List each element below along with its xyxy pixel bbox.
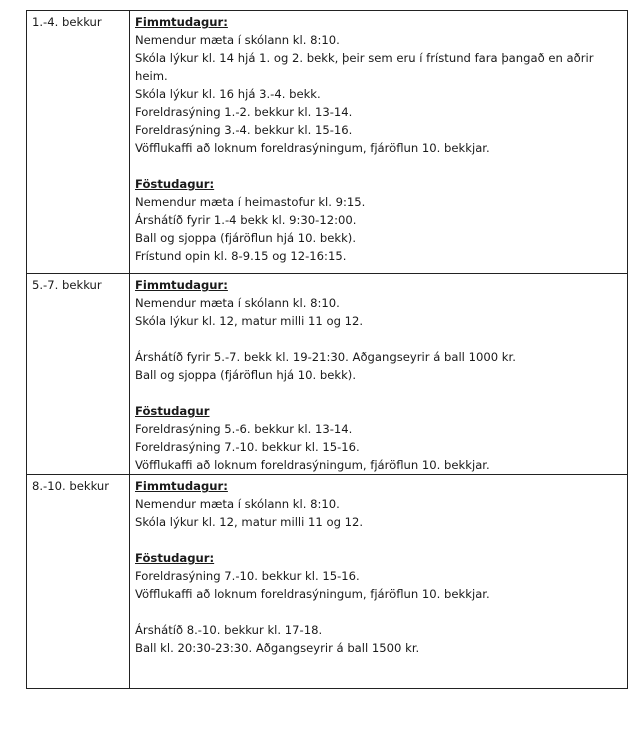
table-row xyxy=(27,11,628,274)
schedule-line: Ball og sjoppa (fjáröflun hjá 10. bekk). xyxy=(135,231,357,245)
grade-cell: 5.-7. bekkur xyxy=(27,274,130,475)
schedule-line: Frístund opin kl. 8-9.15 og 12-16:15. xyxy=(135,249,347,263)
grade-cell: 8.-10. bekkur xyxy=(27,475,130,689)
schedule-line: Vöfflukaffi að loknum foreldrasýningum, fjáröflun 10. bekkjar. xyxy=(135,458,490,472)
day-heading: Föstudagur: xyxy=(135,177,215,191)
day-heading: Föstudagur: xyxy=(135,551,215,565)
schedule-line: Vöfflukaffi að loknum foreldrasýningum, fjáröflun 10. bekkjar. xyxy=(135,141,490,155)
schedule-line: Árshátíð 8.-10. bekkur kl. 17-18. xyxy=(135,623,323,637)
spacer xyxy=(135,384,622,402)
details-cell xyxy=(130,11,628,274)
day-heading: Fimmtudagur: xyxy=(135,278,228,292)
day-heading: Fimmtudagur: xyxy=(135,479,228,493)
schedule-line: Foreldrasýning 7.-10. bekkur kl. 15-16. xyxy=(135,440,360,454)
table-row xyxy=(27,475,628,689)
schedule-line: Vöfflukaffi að loknum foreldrasýningum, fjáröflun 10. bekkjar. xyxy=(135,587,490,601)
day-heading: Föstudagur xyxy=(135,404,210,418)
day-heading: Fimmtudagur: xyxy=(135,15,228,29)
schedule-line: Ball kl. 20:30-23:30. Aðgangseyrir á ball 1500 kr. xyxy=(135,641,420,655)
spacer xyxy=(135,330,622,348)
spacer xyxy=(135,603,622,621)
schedule-line: Skóla lýkur kl. 12, matur milli 11 og 12. xyxy=(135,314,364,328)
spacer xyxy=(135,531,622,549)
schedule-line: Ball og sjoppa (fjáröflun hjá 10. bekk). xyxy=(135,368,357,382)
schedule-line: Nemendur mæta í skólann kl. 8:10. xyxy=(135,33,340,47)
schedule-line: Foreldrasýning 1.-2. bekkur kl. 13-14. xyxy=(135,105,353,119)
schedule-line: Foreldrasýning 7.-10. bekkur kl. 15-16. xyxy=(135,569,360,583)
schedule-line: Nemendur mæta í skólann kl. 8:10. xyxy=(135,497,340,511)
table-row xyxy=(27,274,628,475)
spacer xyxy=(135,157,622,175)
grade-cell: 1.-4. bekkur xyxy=(27,11,130,274)
schedule-line: Árshátíð fyrir 5.-7. bekk kl. 19-21:30. Aðgangseyrir á ball 1000 kr. xyxy=(135,350,516,364)
schedule-table xyxy=(26,10,628,689)
details-cell xyxy=(130,274,628,475)
schedule-line: Árshátíð fyrir 1.-4 bekk kl. 9:30-12:00. xyxy=(135,213,357,227)
schedule-line: Foreldrasýning 5.-6. bekkur kl. 13-14. xyxy=(135,422,353,436)
schedule-line: Skóla lýkur kl. 12, matur milli 11 og 12. xyxy=(135,515,364,529)
schedule-line: Foreldrasýning 3.-4. bekkur kl. 15-16. xyxy=(135,123,353,137)
schedule-line: Nemendur mæta í skólann kl. 8:10. xyxy=(135,296,340,310)
schedule-line: Skóla lýkur kl. 16 hjá 3.-4. bekk. xyxy=(135,87,321,101)
schedule-line: Skóla lýkur kl. 14 hjá 1. og 2. bekk, þeir sem eru í frístund fara þangað en aðrir heim. xyxy=(135,51,594,83)
details-cell xyxy=(130,475,628,689)
schedule-line: Nemendur mæta í heimastofur kl. 9:15. xyxy=(135,195,366,209)
